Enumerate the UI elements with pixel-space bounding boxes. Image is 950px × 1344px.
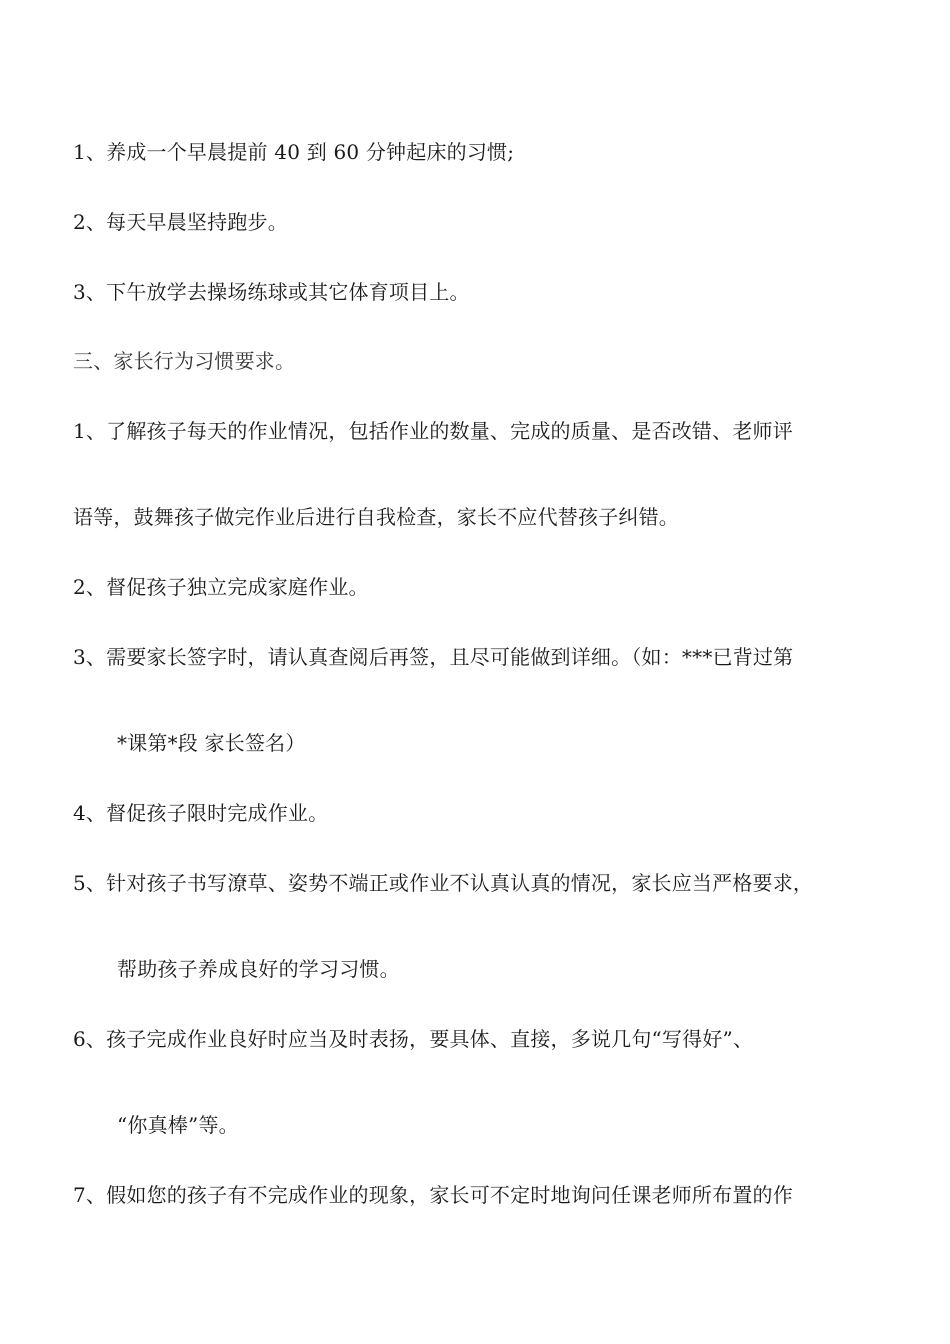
paragraph-line: 帮助孩子养成良好的学习习惯。: [117, 957, 400, 981]
paragraph-line: 4、督促孩子限时完成作业。: [73, 801, 329, 825]
paragraph-line: 1、养成一个早晨提前 40 到 60 分钟起床的习惯;: [73, 140, 515, 164]
paragraph-line: 7、假如您的孩子有不完成作业的现象，家长可不定时地询问任课老师所布置的作: [73, 1183, 793, 1207]
paragraph-line: 2、每天早晨坚持跑步。: [73, 210, 288, 234]
paragraph-line: 3、下午放学去操场练球或其它体育项目上。: [73, 280, 470, 304]
paragraph-line: 2、督促孩子独立完成家庭作业。: [73, 575, 369, 599]
paragraph-line: 1、了解孩子每天的作业情况，包括作业的数量、完成的质量、是否改错、老师评: [73, 419, 793, 443]
paragraph-line: 5、针对孩子书写潦草、姿势不端正或作业不认真认真的情况，家长应当严格要求，: [73, 871, 814, 895]
paragraph-line: “你真棒”等。: [117, 1113, 239, 1137]
paragraph-line: 3、需要家长签字时，请认真查阅后再签，且尽可能做到详细。（如：***已背过第: [73, 645, 794, 669]
paragraph-line: *课第*段 家长签名）: [117, 731, 306, 755]
paragraph-line: 6、孩子完成作业良好时应当及时表扬，要具体、直接，多说几句“写得好”、: [73, 1027, 754, 1051]
paragraph-line: 语等，鼓舞孩子做完作业后进行自我检查，家长不应代替孩子纠错。: [73, 505, 679, 529]
section-heading: 三、家长行为习惯要求。: [73, 349, 296, 373]
